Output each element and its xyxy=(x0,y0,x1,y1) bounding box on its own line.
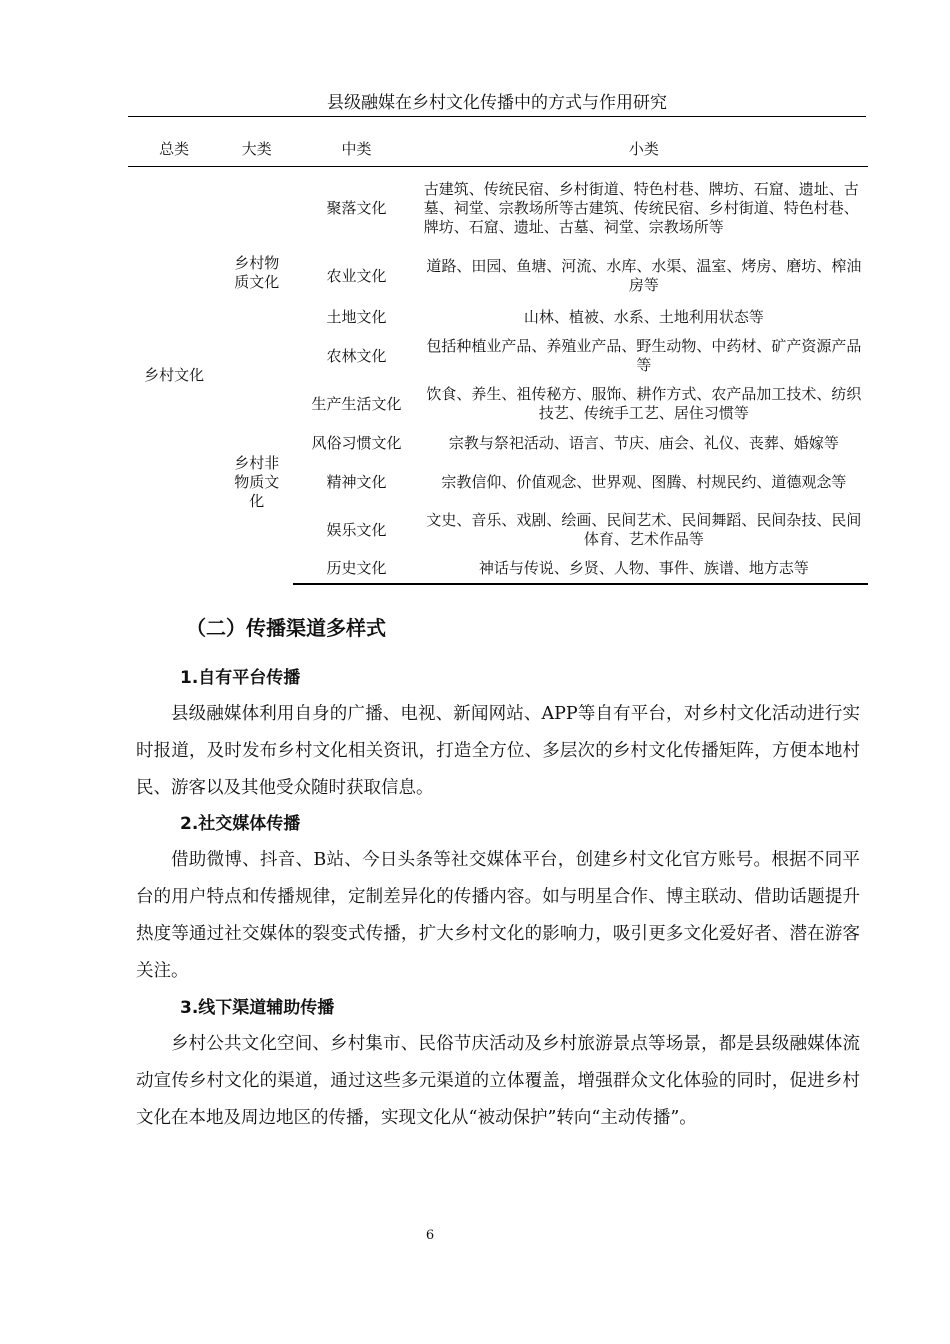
middle-category-cell: 风俗习惯文化 xyxy=(311,433,402,452)
middle-category-cell: 农业文化 xyxy=(326,266,387,285)
subsection-title: 3.线下渠道辅助传播 xyxy=(180,998,335,1018)
small-category-cell: 道路、田园、鱼塘、河流、水库、水渠、温室、烤房、磨坊、榨油房等 xyxy=(426,257,862,294)
middle-category-cell: 生产生活文化 xyxy=(311,394,402,413)
major-category-cell xyxy=(220,380,293,584)
small-category-cell: 宗教信仰、价值观念、世界观、图腾、村规民约、道德观念等 xyxy=(441,472,847,491)
page-number: 6 xyxy=(425,1228,435,1243)
middle-category-cell: 娱乐文化 xyxy=(326,520,387,539)
major-category-label: 乡村非物质文化 xyxy=(234,453,280,510)
small-category-cell: 神话与传说、乡贤、人物、事件、族谱、地方志等 xyxy=(420,554,868,584)
paragraph: 县级融媒体利用自身的广播、电视、新闻网站、APP等自有平台，对乡村文化活动进行实时报道，及时发布乡村文化相关资讯，打造全方位、多层次的乡村文化传播矩阵，方便本地村民、游客以及其他受众随时获取信息。 xyxy=(136,704,860,798)
table-header-row xyxy=(128,134,868,166)
middle-category-cell: 农林文化 xyxy=(326,346,387,365)
header-rule xyxy=(128,116,866,117)
section-heading: （二）传播渠道多样式 xyxy=(186,616,386,640)
small-category-cell: 文史、音乐、戏剧、绘画、民间艺术、民间舞蹈、民间杂技、民间体育、艺术作品等 xyxy=(426,511,862,548)
middle-category-cell: 土地文化 xyxy=(326,307,387,326)
column-header: 大类 xyxy=(220,134,293,166)
small-category-cell: 宗教与祭祀活动、语言、节庆、庙会、礼仪、丧葬、婚嫁等 xyxy=(448,433,839,452)
running-header: 县级融媒在乡村文化传播中的方式与作用研究 xyxy=(327,93,667,113)
subsection-title: 2.社交媒体传播 xyxy=(180,814,301,834)
culture-classification-table xyxy=(128,134,868,585)
small-category-cell: 山林、植被、水系、土地利用状态等 xyxy=(523,307,764,326)
paragraph: 借助微博、抖音、B站、今日头条等社交媒体平台，创建乡村文化官方账号。根据不同平台的用户特点和传播规律，定制差异化的传播内容。如与明星合作、博主联动、借助话题提升热度等通过社交媒体的裂变式传播，扩大乡村文化的影响力，吸引更多文化爱好者、潜在游客关注。 xyxy=(136,850,860,981)
paragraph: 乡村公共文化空间、乡村集市、民俗节庆活动及乡村旅游景点等场景，都是县级融媒体流动宣传乡村文化的渠道，通过这些多元渠道的立体覆盖，增强群众文化体验的同时，促进乡村文化在本地及周边地区的传播，实现文化从“被动保护”转向“主动传播”。 xyxy=(136,1034,860,1128)
major-category-cell xyxy=(220,166,293,380)
middle-category-cell: 历史文化 xyxy=(293,554,419,584)
column-header: 总类 xyxy=(128,134,220,166)
column-header: 小类 xyxy=(420,134,868,166)
column-header: 中类 xyxy=(293,134,419,166)
table-row xyxy=(128,380,868,428)
middle-category-cell: 精神文化 xyxy=(326,472,387,491)
major-category-label: 乡村物质文化 xyxy=(234,254,280,292)
general-category-cell: 乡村文化 xyxy=(144,365,205,384)
small-category-cell: 古建筑、传统民宿、乡村街道、特色村巷、牌坊、石窟、遗址、古墓、祠堂、宗教场所等古建筑、传统民宿、乡村街道、特色村巷、牌坊、石窟、遗址、古墓、祠堂、宗教场所等 xyxy=(423,179,859,236)
middle-category-cell: 聚落文化 xyxy=(326,198,387,217)
small-category-cell: 包括种植业产品、养殖业产品、野生动物、中药材、矿产资源产品等 xyxy=(426,337,862,374)
table-row xyxy=(128,166,868,250)
subsection-title: 1.自有平台传播 xyxy=(180,668,301,688)
small-category-cell: 饮食、养生、祖传秘方、服饰、耕作方式、农产品加工技术、纺织技艺、传统手工艺、居住习惯等 xyxy=(426,385,862,422)
